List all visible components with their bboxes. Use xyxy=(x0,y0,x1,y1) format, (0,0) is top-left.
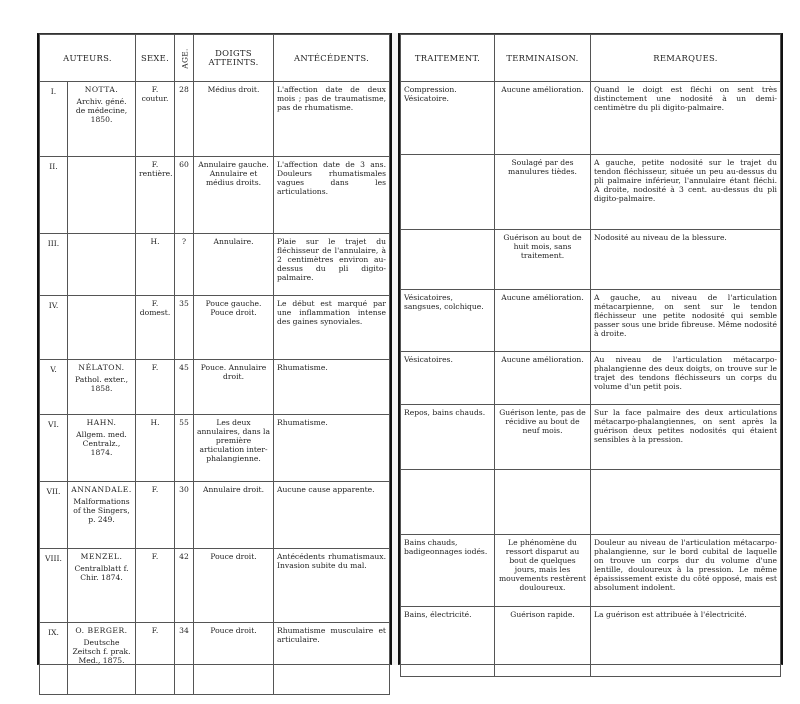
author-reference: Malformations of the Singers, p. 249. xyxy=(73,497,130,524)
author-name: O. BERGER. xyxy=(75,626,128,635)
treatment-cell: Bains, électricité. xyxy=(401,607,495,677)
age-cell: 60 xyxy=(175,157,194,234)
sex-cell: F. xyxy=(136,549,175,623)
author-cell xyxy=(68,296,136,360)
header-sexe: SEXE. xyxy=(136,35,175,82)
table-row xyxy=(40,482,390,549)
sex-cell: F. domest. xyxy=(136,296,175,360)
sex-cell: H. xyxy=(136,234,175,296)
outcome-cell xyxy=(495,470,591,535)
antecedents-cell: Plaie sur le trajet du fléchisseur de l'annulaire, à 2 centimètres environ au-dessus du pli digito-palmaire. xyxy=(274,234,390,296)
left-table-body xyxy=(40,82,390,695)
case-number: II. xyxy=(40,157,68,234)
author-cell xyxy=(68,482,136,549)
sex-cell: F. xyxy=(136,623,175,695)
antecedents-cell: Le début est marqué par une inflammation intense des gaines synoviales. xyxy=(274,296,390,360)
remarks-cell xyxy=(591,470,781,535)
outcome-cell: Guérison rapide. xyxy=(495,607,591,677)
age-cell: 28 xyxy=(175,82,194,157)
remarks-cell: A gauche, au niveau de l'articulation métacarpienne, on sent sur le tendon fléchisseur une petite nodosité qui semble passer sous une bride fibreuse. Même nodosité à droite. xyxy=(591,290,781,352)
age-cell: ? xyxy=(175,234,194,296)
outcome-cell: Aucune amélioration. xyxy=(495,352,591,405)
right-page xyxy=(398,33,783,665)
sex-cell: F. coutur. xyxy=(136,82,175,157)
fingers-cell: Pouce. Annulaire droit. xyxy=(194,360,274,415)
age-cell: 45 xyxy=(175,360,194,415)
antecedents-cell: Rhumatisme. xyxy=(274,360,390,415)
remarks-cell: Quand le doigt est fléchi on sent très distinctement une nodosité à un demi-centimètre du pli digito-palmaire. xyxy=(591,82,781,155)
case-number: VI. xyxy=(40,415,68,482)
case-number: I. xyxy=(40,82,68,157)
case-number: III. xyxy=(40,234,68,296)
author-name: MENZEL. xyxy=(80,552,123,561)
author-name: ANNANDALE. xyxy=(71,485,132,494)
table-row xyxy=(40,549,390,623)
header-antecedents: ANTÉCÉDENTS. xyxy=(274,35,390,82)
treatment-cell xyxy=(401,155,495,230)
left-table xyxy=(39,34,390,695)
table-row xyxy=(401,155,781,230)
header-age xyxy=(175,35,194,82)
age-cell: 34 xyxy=(175,623,194,695)
header-terminaison: TERMINAISON. xyxy=(495,35,591,82)
outcome-cell: Le phénomène du ressort disparut au bout de quelques jours, mais les mouvements restèrent douloureux. xyxy=(495,535,591,607)
case-number: V. xyxy=(40,360,68,415)
right-table xyxy=(400,34,781,677)
table-row xyxy=(401,405,781,470)
table-row xyxy=(401,230,781,290)
table-row xyxy=(40,296,390,360)
remarks-cell: A gauche, petite nodosité sur le trajet du tendon fléchisseur, située un peu au-dessus du pli palmaire inférieur, l'annulaire étant fléchi. A droite, nodosité à 3 cent. au-dessus du pli digito-palmaire. xyxy=(591,155,781,230)
table-row xyxy=(40,360,390,415)
remarks-cell: Au niveau de l'articulation métacarpo-phalangienne des deux doigts, on trouve sur le trajet des tendons fléchisseurs un corps du volume d'un petit pois. xyxy=(591,352,781,405)
remarks-cell: La guérison est attribuée à l'électricité. xyxy=(591,607,781,677)
author-reference: Centralblatt f. Chir. 1874. xyxy=(74,564,129,582)
author-name: HAHN. xyxy=(86,418,117,427)
outcome-cell: Guérison au bout de huit mois, sans traitement. xyxy=(495,230,591,290)
header-traitement: TRAITEMENT. xyxy=(401,35,495,82)
left-header-row xyxy=(40,35,390,82)
fingers-cell: Annulaire. xyxy=(194,234,274,296)
fingers-cell: Les deux annulaires, dans la première articulation inter-phalangienne. xyxy=(194,415,274,482)
author-cell xyxy=(68,82,136,157)
outcome-cell: Guérison lente, pas de récidive au bout de neuf mois. xyxy=(495,405,591,470)
case-number: IV. xyxy=(40,296,68,360)
author-cell xyxy=(68,549,136,623)
case-number: IX. xyxy=(40,623,68,695)
right-header-row xyxy=(401,35,781,82)
table-row xyxy=(40,234,390,296)
fingers-cell: Pouce droit. xyxy=(194,623,274,695)
fingers-cell: Annulaire gauche. Annulaire et médius droits. xyxy=(194,157,274,234)
treatment-cell xyxy=(401,230,495,290)
treatment-cell: Vésicatoires, sangsues, colchique. xyxy=(401,290,495,352)
table-row xyxy=(401,82,781,155)
author-cell xyxy=(68,157,136,234)
fingers-cell: Pouce droit. xyxy=(194,549,274,623)
author-cell xyxy=(68,360,136,415)
sex-cell: H. xyxy=(136,415,175,482)
author-cell xyxy=(68,234,136,296)
antecedents-cell: L'affection date de 3 ans. Douleurs rhumatismales vagues dans les articulations. xyxy=(274,157,390,234)
case-number: VIII. xyxy=(40,549,68,623)
treatment-cell xyxy=(401,470,495,535)
antecedents-cell: Rhumatisme. xyxy=(274,415,390,482)
outcome-cell: Soulagé par des manulures tièdes. xyxy=(495,155,591,230)
author-reference: Allgem. med. Centralz., 1874. xyxy=(76,430,127,457)
fingers-cell: Médius droit. xyxy=(194,82,274,157)
author-name: NOTTA. xyxy=(84,85,119,94)
table-row xyxy=(401,607,781,677)
author-cell xyxy=(68,623,136,695)
author-reference: Deutsche Zeitsch f. prak. Med., 1875. xyxy=(72,638,131,665)
antecedents-cell: Aucune cause apparente. xyxy=(274,482,390,549)
header-remarques: REMARQUES. xyxy=(591,35,781,82)
author-cell xyxy=(68,415,136,482)
sex-cell: F. xyxy=(136,482,175,549)
remarks-cell: Nodosité au niveau de la blessure. xyxy=(591,230,781,290)
antecedents-cell: L'affection date de deux mois ; pas de traumatisme, pas de rhumatisme. xyxy=(274,82,390,157)
outcome-cell: Aucune amélioration. xyxy=(495,82,591,155)
author-reference: Archiv. géné. de médecine, 1850. xyxy=(75,97,128,124)
age-cell: 30 xyxy=(175,482,194,549)
header-auteurs: AUTEURS. xyxy=(40,35,136,82)
table-row xyxy=(401,535,781,607)
treatment-cell: Compression. Vésicatoire. xyxy=(401,82,495,155)
left-page xyxy=(37,33,392,665)
sex-cell: F. rentière. xyxy=(136,157,175,234)
right-table-body xyxy=(401,82,781,677)
age-cell: 42 xyxy=(175,549,194,623)
sex-cell: F. xyxy=(136,360,175,415)
antecedents-cell: Antécédents rhumatismaux. Invasion subite du mal. xyxy=(274,549,390,623)
case-number: VII. xyxy=(40,482,68,549)
outcome-cell: Aucune amélioration. xyxy=(495,290,591,352)
treatment-cell: Vésicatoires. xyxy=(401,352,495,405)
table-row xyxy=(40,415,390,482)
antecedents-cell: Rhumatisme musculaire et articulaire. xyxy=(274,623,390,695)
age-cell: 55 xyxy=(175,415,194,482)
table-row xyxy=(401,290,781,352)
author-reference: Pathol. exter., 1858. xyxy=(75,375,129,393)
table-row xyxy=(40,82,390,157)
header-doigts: DOIGTS ATTEINTS. xyxy=(194,35,274,82)
author-name: NÉLATON. xyxy=(78,363,125,372)
treatment-cell: Repos, bains chauds. xyxy=(401,405,495,470)
remarks-cell: Sur la face palmaire des deux articulations métacarpo-phalangiennes, on sent après la guérison deux petites nodosités qui étaient sensibles à la pression. xyxy=(591,405,781,470)
age-cell: 35 xyxy=(175,296,194,360)
table-row xyxy=(401,352,781,405)
header-age-label: AGE. xyxy=(180,47,190,69)
table-row xyxy=(401,470,781,535)
fingers-cell: Annulaire droit. xyxy=(194,482,274,549)
treatment-cell: Bains chauds, badigeonnages iodés. xyxy=(401,535,495,607)
table-row xyxy=(40,623,390,695)
fingers-cell: Pouce gauche. Pouce droit. xyxy=(194,296,274,360)
remarks-cell: Douleur au niveau de l'articulation métacarpo-phalangienne, sur le bord cubital de laquelle on trouve un corps dur du volume d'une lentille, douloureux à la pression. Le même épaississement existe du côté opposé, mais est absolument indolent. xyxy=(591,535,781,607)
table-row xyxy=(40,157,390,234)
